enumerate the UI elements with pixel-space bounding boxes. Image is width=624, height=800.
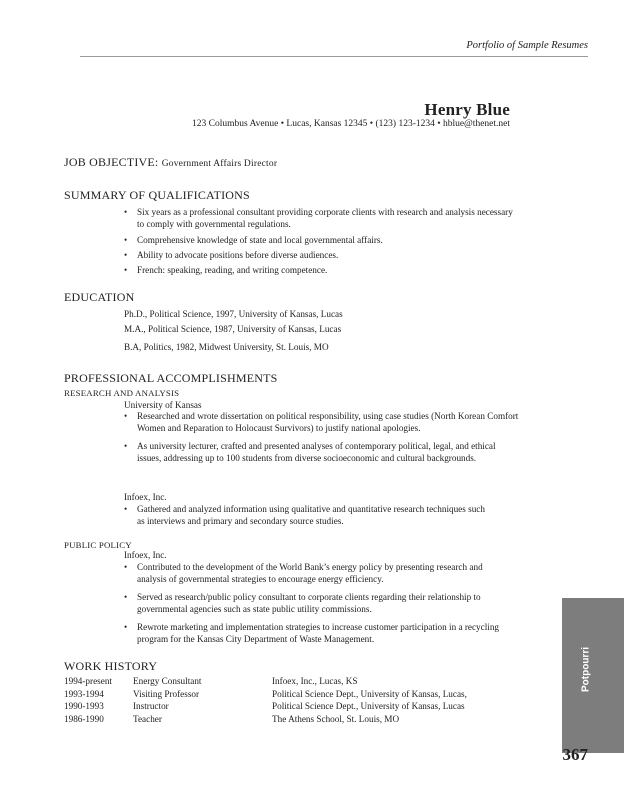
- education-heading: EDUCATION: [64, 290, 135, 304]
- page-number: 367: [562, 745, 588, 764]
- research-subheading: RESEARCH AND ANALYSIS: [64, 388, 180, 398]
- work-years: 1993-1994: [64, 688, 104, 699]
- accomplishments-heading: PROFESSIONAL ACCOMPLISHMENTS: [64, 371, 278, 385]
- table-row: [64, 713, 504, 726]
- table-row: [64, 688, 504, 701]
- research-list-1: [124, 410, 519, 468]
- policy-subheading: PUBLIC POLICY: [64, 540, 132, 550]
- list-item: • French: speaking, reading, and writing competence.: [124, 264, 514, 276]
- work-employer: Political Science Dept., University of Kansas, Lucas,: [272, 688, 467, 699]
- education-item: M.A., Political Science, 1987, University of Kansas, Lucas: [124, 324, 342, 334]
- org-name: Infoex, Inc.: [124, 492, 167, 502]
- list-item: • Six years as a professional consultant providing corporate clients with research and analysis necessary to comply with governmental regulations.: [124, 206, 514, 230]
- policy-list: [124, 561, 509, 649]
- list-item: • Researched and wrote dissertation on political responsibility, using case studies (North Korean Comfort Women and Reparation to Holocaust Survivors) to justify national apologies.: [124, 410, 519, 434]
- section-tab-text: Potpourri: [580, 647, 592, 692]
- work-title: Instructor: [133, 701, 169, 711]
- section-tab-label: [566, 640, 606, 700]
- list-item: • Rewrote marketing and implementation strategies to increase customer participation in a recycling program for the Kansas City Department of Waste Management.: [124, 621, 509, 645]
- work-employer: Infoex, Inc., Lucas, KS: [272, 676, 358, 686]
- list-item: • Ability to advocate positions before diverse audiences.: [124, 249, 514, 261]
- work-years: 1990-1993: [64, 701, 104, 711]
- work-employer: Political Science Dept., University of Kansas, Lucas: [272, 701, 465, 711]
- education-item: B.A, Politics, 1982, Midwest University, St. Louis, MO: [124, 342, 329, 352]
- work-years: 1986-1990: [64, 713, 104, 724]
- work-title: Visiting Professor: [133, 688, 200, 699]
- work-title: Energy Consultant: [133, 676, 202, 686]
- research-list-2: [124, 503, 494, 531]
- list-item: • Gathered and analyzed information using qualitative and quantitative research techniques such as interviews and primary and secondary source studies.: [124, 503, 494, 527]
- org-name: Infoex, Inc.: [124, 550, 167, 560]
- list-item: • As university lecturer, crafted and presented analyses of contemporary political, legal, and ethical issues, addressing up to 100 students from diverse socioeconomic and cultural backgrounds.: [124, 440, 519, 464]
- running-header: Portfolio of Sample Resumes: [466, 40, 588, 51]
- work-title: Teacher: [133, 713, 162, 724]
- summary-heading: SUMMARY OF QUALIFICATIONS: [64, 188, 250, 202]
- job-objective: [64, 155, 277, 170]
- table-row: [64, 700, 504, 713]
- work-heading: WORK HISTORY: [64, 659, 158, 673]
- list-item: • Comprehensive knowledge of state and local governmental affairs.: [124, 234, 514, 246]
- list-item: • Contributed to the development of the World Bank’s energy policy by presenting research and analysis of governmental strategies to encourage energy efficiency.: [124, 561, 509, 585]
- table-row: [64, 675, 504, 688]
- objective-value: Government Affairs Director: [161, 159, 278, 169]
- org-name: University of Kansas: [124, 400, 202, 410]
- contact-line: 123 Columbus Avenue • Lucas, Kansas 12345 • (123) 123-1234 • hblue@thenet.net: [191, 119, 510, 129]
- summary-list: [124, 206, 514, 280]
- objective-label: JOB OBJECTIVE:: [64, 155, 159, 169]
- resume-name: Henry Blue: [424, 100, 510, 119]
- education-item: Ph.D., Political Science, 1997, University of Kansas, Lucas: [124, 309, 343, 319]
- list-item: • Served as research/public policy consultant to corporate clients regarding their relationship to governmental agencies such as state public utility commissions.: [124, 591, 509, 615]
- work-table: [64, 675, 504, 725]
- work-years: 1994-present: [64, 676, 112, 686]
- work-employer: The Athens School, St. Louis, MO: [272, 713, 400, 724]
- header-rule: [80, 56, 588, 57]
